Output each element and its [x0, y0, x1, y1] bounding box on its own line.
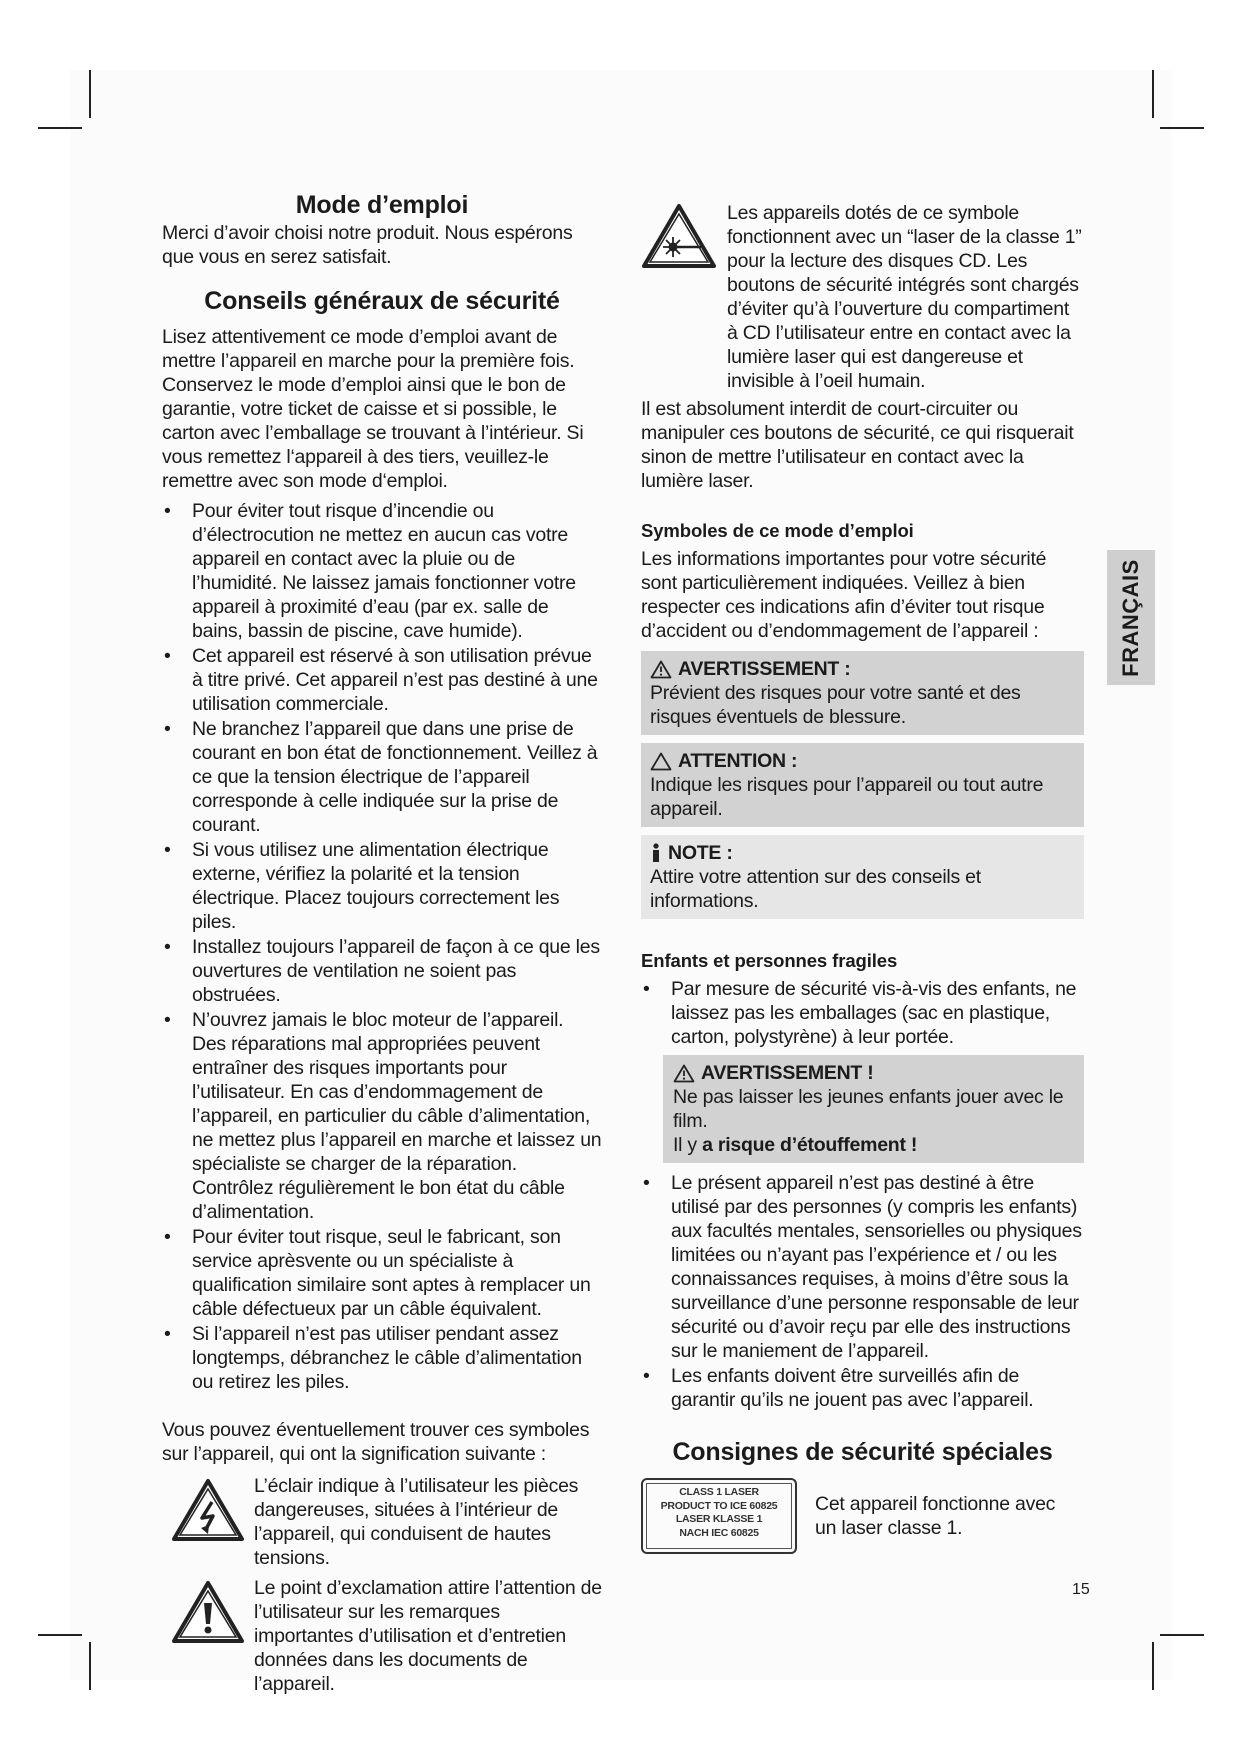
lightning-symbol-text: L’éclair indique à l’utilisateur les pièces dangereuses, situées à l’intérieur de l’appareil, qui conduisent de hautes tensions.	[254, 1475, 579, 1569]
page-title: Mode d’emploi	[295, 191, 469, 219]
laser-label-line: PRODUCT TO ICE 60825	[660, 1499, 778, 1512]
exclamation-symbol-row	[162, 1576, 602, 1696]
laser-label-line: CLASS 1 LASER	[679, 1486, 759, 1498]
note-box-text: Attire votre attention sur des conseils et informations.	[650, 866, 981, 912]
language-tab-label: FRANÇAIS	[1118, 558, 1144, 677]
laser-label-line: NACH IEC 60825	[679, 1526, 759, 1539]
exclamation-warning-icon	[171, 1580, 245, 1644]
laser-label-line: LASER KLASSE 1	[675, 1513, 763, 1525]
list-item: • Les enfants doivent être surveillés afin de garantir qu’ils ne jouent pas avec l’appareil.	[641, 1364, 1084, 1412]
crop-mark	[38, 1634, 82, 1636]
list-item: • Installez toujours l’appareil de façon à ce que les ouvertures de ventilation ne soient pas obstruées.	[162, 935, 602, 1007]
attention-box-title: ATTENTION :	[678, 750, 798, 772]
laser-class-row	[641, 1478, 1084, 1554]
attention-triangle-icon	[650, 752, 672, 771]
intro-text: Merci d’avoir choisi notre produit. Nous espérons que vous en serez satisfait.	[162, 222, 573, 268]
children-warning-text-2: Il y a risque d’étouffement !	[673, 1134, 918, 1156]
language-tab	[1107, 550, 1155, 685]
warning-box	[641, 651, 1084, 735]
list-item: • Si l’appareil n’est pas utiliser pendant assez longtemps, débranchez le câble d’alimentation ou retirez les piles.	[162, 1322, 602, 1394]
laser-class-text: Cet appareil fonctionne avec un laser classe 1.	[815, 1493, 1056, 1539]
exclamation-symbol-text: Le point d’exclamation attire l’attention de l’utilisateur sur les remarques importantes d’utilisation et d’entretien données dans les documents de l’appareil.	[254, 1577, 602, 1695]
safety-heading: Conseils généraux de sécurité	[204, 287, 560, 315]
children-list	[641, 977, 1084, 1049]
page-number: 15	[1072, 1581, 1090, 1598]
crop-mark	[1152, 1642, 1154, 1690]
crop-mark	[1160, 127, 1204, 129]
laser-warning-text: Il est absolument interdit de court-circuiter ou manipuler ces boutons de sécurité, ce qui risquerait sinon de mettre l’utilisateur en contact avec la lumière laser.	[641, 398, 1074, 492]
left-column	[162, 193, 602, 1696]
attention-box-text: Indique les risques pour l’appareil ou tout autre appareil.	[650, 774, 1044, 820]
warning-box-text: Prévient des risques pour votre santé et des risques éventuels de blessure.	[650, 682, 1021, 728]
info-icon	[650, 843, 662, 863]
note-box-title: NOTE :	[668, 842, 733, 864]
lightning-symbol-row	[162, 1474, 602, 1570]
laser-symbol-row	[641, 201, 1084, 393]
warning-box-title: AVERTISSEMENT :	[678, 658, 851, 680]
crop-mark	[38, 127, 82, 129]
crop-mark	[1152, 70, 1154, 118]
special-safety-heading: Consignes de sécurité spéciales	[672, 1438, 1053, 1466]
laser-symbol-text: Les appareils dotés de ce symbole fonctionnent avec un “laser de la classe 1” pour la lecture des disques CD. Les boutons de sécurité intégrés sont chargés d’éviter qu’à l’ouverture du compartiment à CD l’utilisateur entre en contact avec la lumière laser qui est dangereuse et invisible à l’oeil humain.	[727, 202, 1082, 392]
symbols-intro: Vous pouvez éventuellement trouver ces symboles sur l’appareil, qui ont la signification suivante :	[162, 1419, 590, 1465]
list-item: • N’ouvrez jamais le bloc moteur de l’appareil. Des réparations mal appropriées peuvent entraîner des risques importants pour l’utilisateur. En cas d’endommagement de l’appareil, en particulier du câble d’alimentation, ne mettez plus l’appareil en marche et laissez un spécialiste se charger de la réparation. Contrôlez régulièrement le bon état du câble d’alimentation.	[162, 1008, 602, 1224]
attention-box	[641, 743, 1084, 827]
list-item: • Le présent appareil n’est pas destiné à être utilisé par des personnes (y compris les enfants) aux facultés mentales, sensorielles ou physiques limitées ou n’ayant pas l’expérience et / ou les connaissances requises, à moins d’être sous la surveillance d’une personne responsable de leur sécurité ou d’avoir reçu par elle des instructions sur le maniement de l’appareil.	[641, 1171, 1084, 1363]
note-box	[641, 835, 1084, 919]
list-item: • Ne branchez l’appareil que dans une prise de courant en bon état de fonctionnement. Veillez à ce que la tension électrique de l’appareil corresponde à celle indiquée sur la prise de courant.	[162, 717, 602, 837]
list-item: • Si vous utilisez une alimentation électrique externe, vérifiez la polarité et la tension électrique. Placez toujours correctement les piles.	[162, 838, 602, 934]
crop-mark	[1160, 1634, 1204, 1636]
list-item: • Pour éviter tout risque d’incendie ou d’électrocution ne mettez en aucun cas votre appareil en contact avec la pluie ou de l’humidité. Ne laissez jamais fonctionner votre appareil à proximité d’eau (par ex. salle de bains, bassin de piscine, cave humide).	[162, 499, 602, 643]
laser-warning-icon	[641, 203, 717, 269]
children-warning-box	[663, 1055, 1084, 1163]
crop-mark	[89, 1642, 91, 1690]
list-item: • Pour éviter tout risque, seul le fabricant, son service aprèsvente ou un spécialiste à qualification similaire sont aptes à remplacer un câble défectueux par un câble équivalent.	[162, 1225, 602, 1321]
manual-symbols-heading: Symboles de ce mode d’emploi	[641, 520, 914, 541]
children-heading: Enfants et personnes fragiles	[641, 950, 898, 971]
list-item: • Cet appareil est réservé à son utilisation prévue à titre privé. Cet appareil n’est pas destiné à une utilisation commerciale.	[162, 644, 602, 716]
warning-triangle-icon	[673, 1064, 695, 1083]
children-warning-text: Ne pas laisser les jeunes enfants jouer avec le film.	[673, 1086, 1064, 1132]
safety-intro: Lisez attentivement ce mode d’emploi avant de mettre l’appareil en marche pour la première fois. Conservez le mode d’emploi ainsi que le bon de garantie, votre ticket de caisse et si possible, le carton avec l’emballage se trouvant à l’intérieur. Si vous remettez l‘appareil à des tiers, veuillez-le remettre avec son mode d‘emploi.	[162, 326, 584, 492]
manual-symbols-intro: Les informations importantes pour votre sécurité sont particulièrement indiquées. Veillez à bien respecter ces indications afin d’éviter tout risque d’accident ou d’endommagement de l’appareil :	[641, 548, 1047, 642]
safety-list	[162, 499, 602, 1394]
laser-class-label	[641, 1478, 797, 1554]
list-item: • Par mesure de sécurité vis-à-vis des enfants, ne laissez pas les emballages (sac en plastique, carton, polystyrène) à leur portée.	[641, 977, 1084, 1049]
children-list-continued	[641, 1171, 1084, 1412]
warning-triangle-icon	[650, 660, 672, 679]
lightning-warning-icon	[171, 1478, 245, 1542]
crop-mark	[89, 70, 91, 118]
children-warning-title: AVERTISSEMENT !	[701, 1062, 874, 1084]
right-column	[641, 193, 1084, 1554]
